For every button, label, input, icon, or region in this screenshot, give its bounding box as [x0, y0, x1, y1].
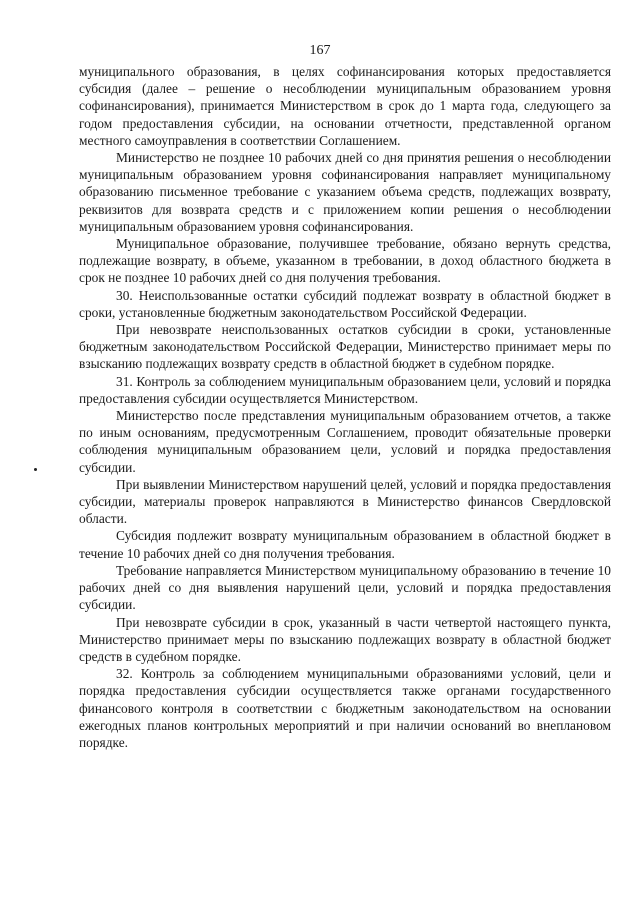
paragraph: При невозврате субсидии в срок, указанный в части четвертой настоящего пункта, Министерство принимает меры по взысканию подлежащих возврату в областной бюджет средств в судебном порядке.	[79, 614, 611, 664]
paragraph: 32. Контроль за соблюдением муниципальными образованиями условий, цели и порядка предоставления субсидии осуществляется также органами государственного финансового контроля в соответствии с бюджетным законодательством на основании ежегодных планов контрольных мероприятий и при наличии оснований во внеплановом порядке.	[79, 666, 611, 750]
document-body	[79, 63, 611, 751]
paragraph: Министерство не позднее 10 рабочих дней со дня принятия решения о несоблюдении муниципальным образованием уровня софинансирования направляет муниципальному образованию письменное требование с указанием объема средств, подлежащих возврату, реквизитов для возврата средств и с приложением копии решения о несоблюдении муниципальным образованием уровня софинансирования.	[79, 150, 611, 234]
paragraph: Требование направляется Министерством муниципальному образованию в течение 10 рабочих дней со дня выявления нарушений цели, условий и порядка предоставления субсидии.	[79, 562, 611, 613]
paragraph: Субсидия подлежит возврату муниципальным образованием в областной бюджет в течение 10 рабочих дней со дня получения требования.	[79, 528, 611, 561]
paragraph: Муниципальное образование, получившее требование, обязано вернуть средства, подлежащие возврату, в объеме, указанном в требовании, в доход областного бюджета в срок не позднее 10 рабочих дней со дня получения требования.	[79, 236, 611, 286]
paragraph: 30. Неиспользованные остатки субсидий подлежат возврату в областной бюджет в сроки, установленные бюджетным законодательством Российской Федерации.	[79, 287, 611, 320]
paragraph: 31. Контроль за соблюдением муниципальным образованием цели, условий и порядка предоставления субсидии осуществляется Министерством.	[79, 373, 611, 406]
scan-dot-mark	[34, 468, 37, 471]
paragraph: Министерство после представления муниципальным образованием отчетов, а также по иным основаниям, предусмотренным Соглашением, проводит обязательные проверки соблюдения муниципальным образованием цели, условий и порядка предоставления субсидии.	[79, 408, 611, 475]
paragraph: При выявлении Министерством нарушений целей, условий и порядка предоставления субсидии, материалы проверок направляются в Министерство финансов Свердловской области.	[79, 476, 611, 527]
paragraph: муниципального образования, в целях софинансирования которых предоставляется субсидия (далее – решение о несоблюдении муниципальным образованием уровня софинансирования), принимается Министерством в срок до 1 марта года, следующего за годом предоставления субсидии, на основании отчетности, представленной органом местного самоуправления в соответствии Соглашением.	[79, 64, 611, 148]
paragraph: При невозврате неиспользованных остатков субсидии в сроки, установленные бюджетным законодательством Российской Федерации, Министерство принимает меры по взысканию подлежащих возврату средств в областной бюджет в судебном порядке.	[79, 322, 611, 372]
page-number: 167	[309, 43, 331, 58]
